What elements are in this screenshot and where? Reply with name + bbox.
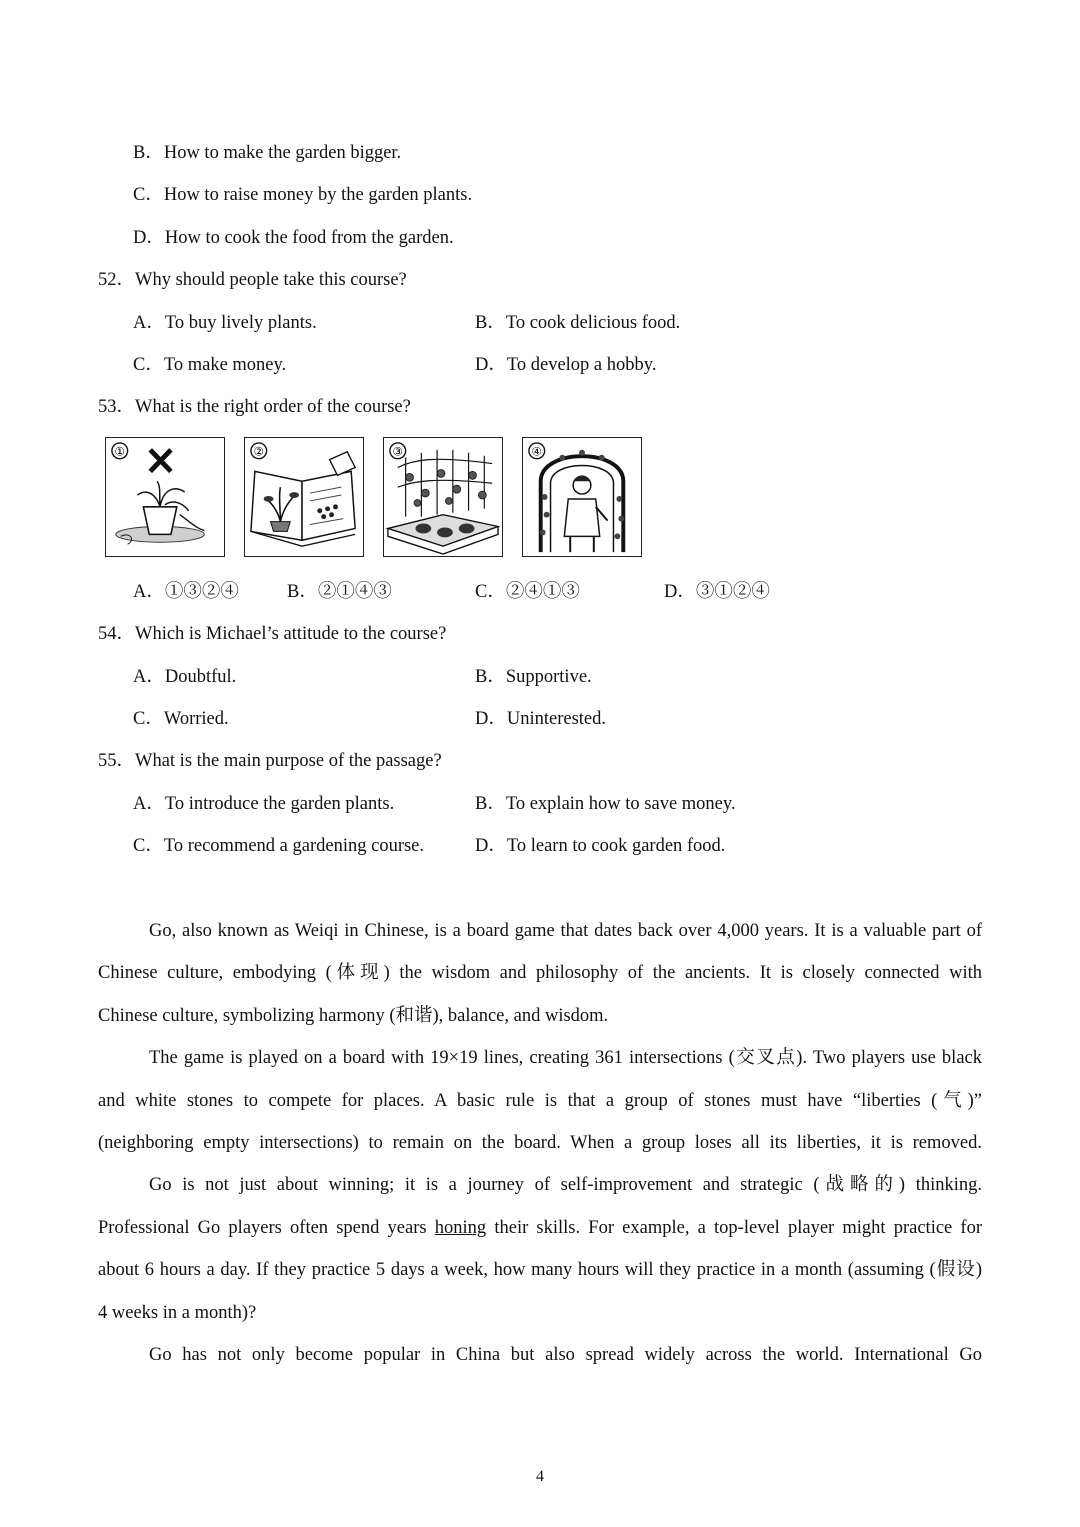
q55-option-d: D．To learn to cook garden food. bbox=[475, 836, 726, 856]
passage-p1-line1: Go, also known as Weiqi in Chinese, is a board game that dates back over 4,000 years. It is a valuable part of bbox=[149, 921, 982, 941]
passage-text: their skills. For example, a top-level player might practice for bbox=[486, 1218, 983, 1238]
q54-stem: 54．Which is Michael’s attitude to the course? bbox=[98, 624, 447, 644]
q52-option-a: A．To buy lively plants. bbox=[133, 313, 317, 333]
q53-picture-1 bbox=[105, 437, 225, 557]
q54-option-b: B．Supportive. bbox=[475, 667, 592, 687]
garden-beds-icon bbox=[384, 438, 502, 556]
passage-p2-line1: The game is played on a board with 19×19 lines, creating 361 intersections (交叉点). Two players use black bbox=[149, 1048, 982, 1068]
q55-stem: 55．What is the main purpose of the passage? bbox=[98, 751, 442, 771]
passage-p2-line2: and white stones to compete for places. A basic rule is that a group of stones must have “liberties (气)” bbox=[98, 1091, 982, 1111]
q52-option-c: C．To make money. bbox=[133, 355, 287, 375]
gardening-book-icon bbox=[245, 438, 363, 556]
q53-option-c: C．②④①③ bbox=[475, 582, 580, 602]
q52-stem: 52．Why should people take this course? bbox=[98, 270, 407, 290]
gardener-arch-icon bbox=[523, 438, 641, 556]
passage-p2-line3: (neighboring empty intersections) to remain on the board. When a group loses all its liberties, it is removed. bbox=[98, 1133, 982, 1153]
q53-option-a: A．①③②④ bbox=[133, 582, 239, 602]
q54-option-a: A．Doubtful. bbox=[133, 667, 237, 687]
q54-option-d: D．Uninterested. bbox=[475, 709, 607, 729]
q53-stem: 53．What is the right order of the course? bbox=[98, 397, 411, 417]
picture-label: ④ bbox=[531, 444, 543, 459]
passage-p3-line1: Go is not just about winning; it is a journey of self-improvement and strategic (战略的) thinking. bbox=[149, 1175, 982, 1195]
q54-option-c: C．Worried. bbox=[133, 709, 229, 729]
q55-option-c: C．To recommend a gardening course. bbox=[133, 836, 425, 856]
passage-p3-line3: about 6 hours a day. If they practice 5 days a week, how many hours will they practice in a month (assuming (假设) bbox=[98, 1260, 982, 1280]
q55-option-b: B．To explain how to save money. bbox=[475, 794, 736, 814]
q53-picture-2 bbox=[244, 437, 364, 557]
q51-option-b: B．How to make the garden bigger. bbox=[133, 143, 402, 163]
passage-p4-line1: Go has not only become popular in China but also spread widely across the world. International Go bbox=[149, 1345, 982, 1365]
q52-option-b: B．To cook delicious food. bbox=[475, 313, 681, 333]
q53-picture-4 bbox=[522, 437, 642, 557]
picture-label: ① bbox=[114, 444, 126, 459]
passage-p3-line2 bbox=[98, 1219, 982, 1238]
q52-option-d: D．To develop a hobby. bbox=[475, 355, 657, 375]
page-number: 4 bbox=[536, 1468, 544, 1485]
q51-option-d: D．How to cook the food from the garden. bbox=[133, 228, 454, 248]
q53-option-d: D．③①②④ bbox=[664, 582, 770, 602]
q53-picture-3 bbox=[383, 437, 503, 557]
q51-option-c: C．How to raise money by the garden plants. bbox=[133, 185, 473, 205]
q53-option-b: B．②①④③ bbox=[287, 582, 392, 602]
q55-option-a: A．To introduce the garden plants. bbox=[133, 794, 395, 814]
picture-label: ③ bbox=[392, 444, 404, 459]
dead-plant-x-icon bbox=[106, 438, 224, 556]
passage-p1-line2: Chinese culture, embodying (体现) the wisdom and philosophy of the ancients. It is closely connected with bbox=[98, 963, 982, 983]
passage-p1-line3: Chinese culture, symbolizing harmony (和谐), balance, and wisdom. bbox=[98, 1006, 609, 1026]
underlined-word-honing: honing bbox=[434, 1218, 487, 1238]
picture-label: ② bbox=[253, 444, 265, 459]
passage-text: Professional Go players often spend years bbox=[98, 1218, 435, 1238]
passage-p3-line4: 4 weeks in a month)? bbox=[98, 1303, 257, 1323]
